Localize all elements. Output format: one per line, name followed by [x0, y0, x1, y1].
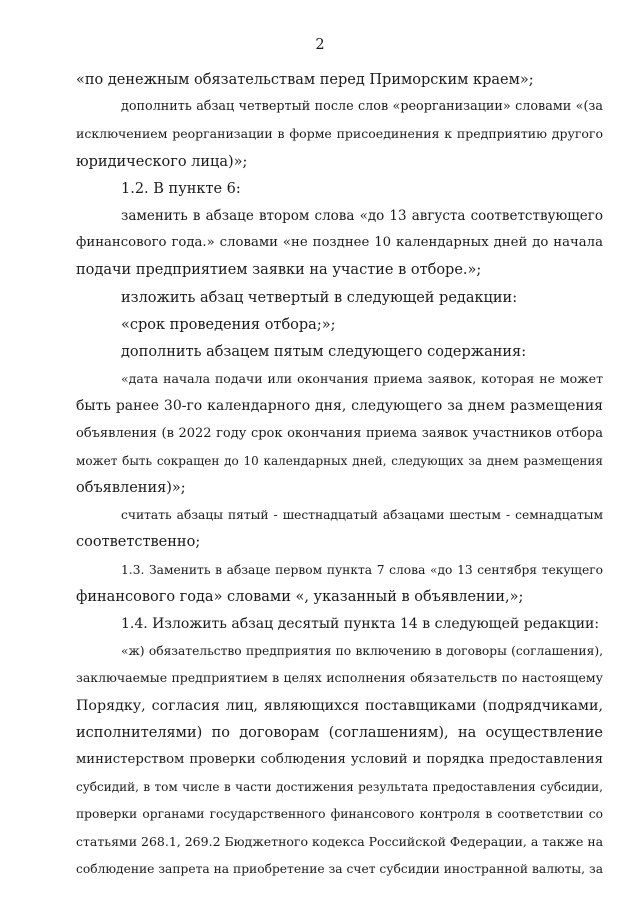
text-line: может быть сокращен до 10 календарных дней, следующих за днем размещения [76, 453, 603, 468]
text-line: 1.2. В пункте 6: [121, 180, 241, 197]
text-line: 1.3. Заменить в абзаце первом пункта 7 слова «до 13 сентября текущего [121, 562, 603, 577]
text-line: заменить в абзаце втором слова «до 13 августа соответствующего [121, 208, 603, 224]
text-line: «ж) обязательство предприятия по включению в договоры (соглашения), [121, 644, 603, 659]
text-line: министерством проверки соблюдения условий и порядка предоставления [76, 752, 603, 767]
text-line: исключением реорганизации в форме присоединения к предприятию другого [76, 126, 603, 142]
text-line: считать абзацы пятый - шестнадцатый абзацами шестым - семнадцатым [121, 508, 603, 523]
text-line: заключаемые предприятием в целях исполнения обязательств по настоящему [76, 670, 603, 686]
text-line: финансового года.» словами «не позднее 10 календарных дней до начала [76, 235, 603, 251]
text-line: дополнить абзацем пятым следующего содержания: [121, 344, 527, 360]
text-line: проверки органами государственного финансового контроля в соответствии со [76, 807, 603, 822]
text-line: соответственно; [76, 534, 201, 551]
text-line: быть ранее 30-го календарного дня, следующего за днем размещения [76, 398, 603, 415]
text-line: 1.4. Изложить абзац десятый пункта 14 в следующей редакции: [121, 616, 600, 632]
text-line: изложить абзац четвертый в следующей редакции: [121, 289, 518, 306]
text-line: объявления)»; [76, 480, 186, 496]
text-line: соблюдение запрета на приобретение за счет субсидии иностранной валюты, за [76, 861, 603, 876]
text-line: исполнителями) по договорам (соглашениям), на осуществление [76, 724, 603, 741]
text-line: «по денежным обязательствам перед Приморским краем»; [76, 72, 534, 88]
page-number: 2 [315, 37, 325, 53]
text-line: «срок проведения отбора;»; [121, 316, 336, 333]
text-line: субсидий, в том числе в части достижения результата предоставления субсидии, [76, 780, 603, 795]
text-line: дополнить абзац четвертый после слов «реорганизации» словами «(за [121, 99, 603, 115]
text-line: «дата начала подачи или окончания приема заявок, которая не может [121, 371, 603, 387]
text-line: объявления (в 2022 году срок окончания приема заявок участников отбора [76, 425, 603, 441]
text-line: юридического лица)»; [76, 153, 248, 170]
text-line: подачи предприятием заявки на участие в отборе.»; [76, 262, 482, 279]
text-line: статьями 268.1, 269.2 Бюджетного кодекса Российской Федерации, а также на [76, 833, 604, 849]
text-line: Порядку, согласия лиц, являющихся поставщиками (подрядчиками, [76, 697, 603, 714]
text-line: финансового года» словами «, указанный в объявлении,»; [76, 588, 524, 605]
